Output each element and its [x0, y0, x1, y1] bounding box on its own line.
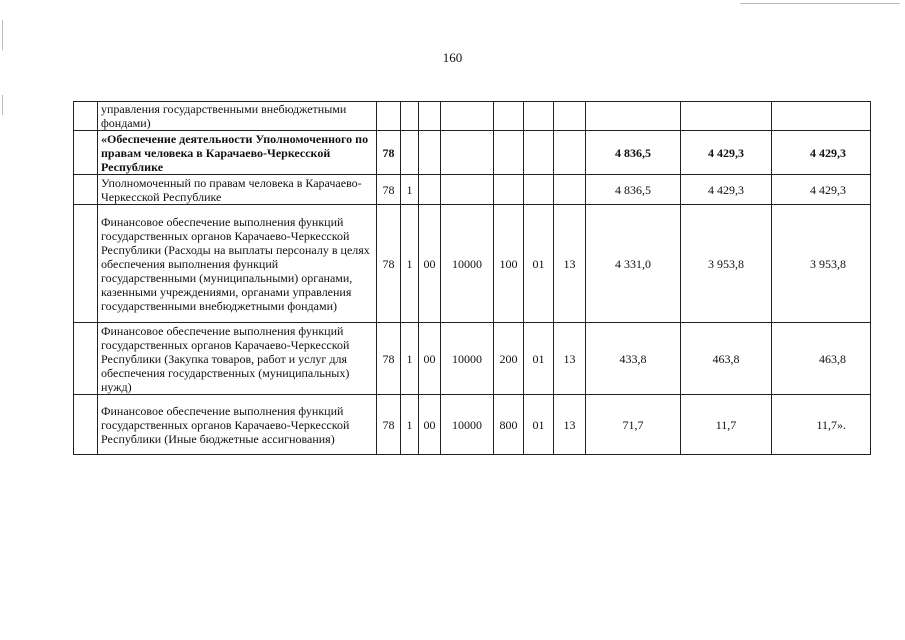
code-cell-1: 78: [377, 395, 401, 455]
value-cell-1: 4 836,5: [586, 131, 681, 175]
row-name-cell: Финансовое обеспечение выполнения функций государственных органов Карачаево-Черкесской Республики (Закупка товаров, работ и услуг для обеспечения государственных (муниципальных) нужд): [98, 323, 377, 395]
code-cell-2: [401, 131, 419, 175]
code-cell-4: [441, 131, 494, 175]
table-row: [74, 175, 871, 205]
code-cell-7: 13: [554, 323, 586, 395]
code-cell-1: 78: [377, 323, 401, 395]
value-cell-2: [681, 102, 772, 131]
code-cell-3: [419, 131, 441, 175]
row-marker-cell: [74, 131, 98, 175]
code-cell-2: 1: [401, 175, 419, 205]
code-cell-5: 100: [494, 205, 524, 323]
code-cell-3: 00: [419, 395, 441, 455]
code-cell-7: 13: [554, 205, 586, 323]
row-name-cell: управления государственными внебюджетными фондами): [98, 102, 377, 131]
value-cell-2: 4 429,3: [681, 131, 772, 175]
value-cell-1: 4 331,0: [586, 205, 681, 323]
code-cell-4: [441, 102, 494, 131]
row-marker-cell: [74, 205, 98, 323]
table-row: [74, 131, 871, 175]
code-cell-1: 78: [377, 175, 401, 205]
value-cell-3: 463,8: [772, 323, 871, 395]
page-number: 160: [442, 50, 463, 65]
scan-top-rule: [740, 3, 900, 4]
value-cell-2: 463,8: [681, 323, 772, 395]
code-cell-4: 10000: [441, 323, 494, 395]
code-cell-1: 78: [377, 205, 401, 323]
code-cell-4: 10000: [441, 205, 494, 323]
table-row: [74, 102, 871, 131]
value-cell-3: 4 429,3: [772, 175, 871, 205]
row-marker-cell: [74, 395, 98, 455]
value-cell-3: 11,7».: [772, 395, 871, 455]
code-cell-3: [419, 175, 441, 205]
row-name-cell: Финансовое обеспечение выполнения функций государственных органов Карачаево-Черкесской Республики (Расходы на выплаты персоналу в целях обеспечения выполнения функций государственными (муниципальными) органами, казенными учреждениями, органами управления государственными внебюджетными фондами): [98, 205, 377, 323]
code-cell-7: [554, 102, 586, 131]
code-cell-2: 1: [401, 205, 419, 323]
code-cell-5: 800: [494, 395, 524, 455]
code-cell-7: [554, 131, 586, 175]
value-cell-2: 4 429,3: [681, 175, 772, 205]
table-row: [74, 395, 871, 455]
row-name-cell: «Обеспечение деятельности Уполномоченного по правам человека в Карачаево-Черкесской Республике: [98, 131, 377, 175]
value-cell-2: 3 953,8: [681, 205, 772, 323]
code-cell-5: [494, 131, 524, 175]
code-cell-1: 78: [377, 131, 401, 175]
budget-table: [73, 101, 871, 455]
code-cell-2: [401, 102, 419, 131]
table-row: [74, 205, 871, 323]
row-marker-cell: [74, 323, 98, 395]
value-cell-1: 71,7: [586, 395, 681, 455]
code-cell-6: 01: [524, 205, 554, 323]
scan-margin-mark: [2, 20, 3, 50]
code-cell-2: 1: [401, 395, 419, 455]
code-cell-7: [554, 175, 586, 205]
code-cell-2: 1: [401, 323, 419, 395]
value-cell-1: 4 836,5: [586, 175, 681, 205]
code-cell-4: 10000: [441, 395, 494, 455]
code-cell-6: [524, 131, 554, 175]
code-cell-3: [419, 102, 441, 131]
value-cell-1: [586, 102, 681, 131]
code-cell-1: [377, 102, 401, 131]
scan-margin-mark: [2, 95, 3, 115]
value-cell-2: 11,7: [681, 395, 772, 455]
code-cell-3: 00: [419, 323, 441, 395]
code-cell-6: 01: [524, 395, 554, 455]
value-cell-3: 4 429,3: [772, 131, 871, 175]
value-cell-3: [772, 102, 871, 131]
value-cell-1: 433,8: [586, 323, 681, 395]
code-cell-4: [441, 175, 494, 205]
row-name-cell: Финансовое обеспечение выполнения функций государственных органов Карачаево-Черкесской Республики (Иные бюджетные ассигнования): [98, 395, 377, 455]
code-cell-5: [494, 175, 524, 205]
code-cell-7: 13: [554, 395, 586, 455]
code-cell-3: 00: [419, 205, 441, 323]
value-cell-3: 3 953,8: [772, 205, 871, 323]
row-marker-cell: [74, 102, 98, 131]
code-cell-6: [524, 102, 554, 131]
table-row: [74, 323, 871, 395]
row-name-cell: Уполномоченный по правам человека в Карачаево-Черкесской Республике: [98, 175, 377, 205]
code-cell-6: [524, 175, 554, 205]
code-cell-5: 200: [494, 323, 524, 395]
code-cell-6: 01: [524, 323, 554, 395]
row-marker-cell: [74, 175, 98, 205]
code-cell-5: [494, 102, 524, 131]
